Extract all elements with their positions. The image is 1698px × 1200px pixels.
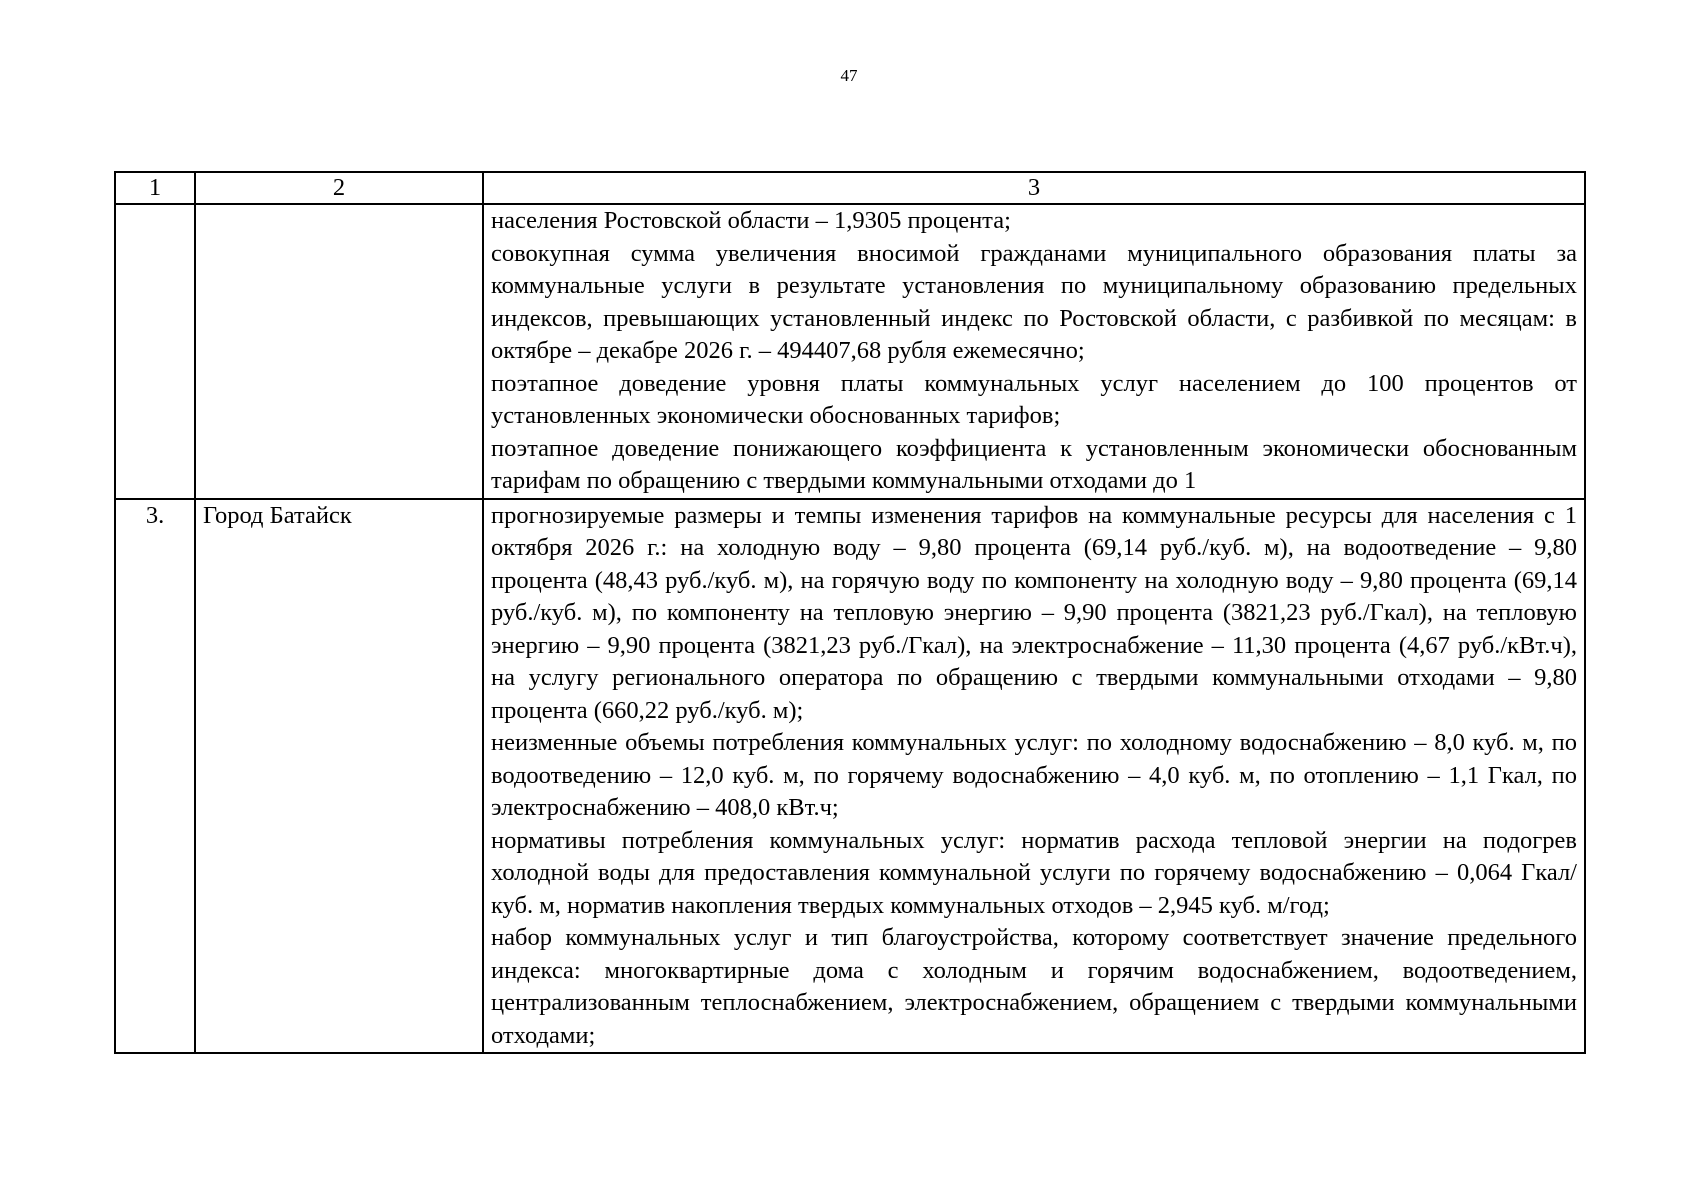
page-number: 47 (840, 66, 858, 85)
paragraph: совокупная сумма увеличения вносимой гражданами муниципального образования платы за коммунальные услуги в результате установления по муниципальному образованию предельных индексов, превышающих установленный индекс по Ростовской области, с разбивкой по месяцам: в октябре – декабре 2026 г. – 494407,68 рубля ежемесячно; (491, 239, 1577, 364)
row-number-cell: 3. (115, 499, 195, 1054)
header-cell-2: 2 (195, 172, 483, 204)
municipality-cell (195, 204, 483, 499)
paragraph: поэтапное доведение понижающего коэффициента к установленным экономически обоснованным тарифам по обращению с твердыми коммунальными отходами до 1 (491, 434, 1577, 494)
paragraph: поэтапное доведение уровня платы коммунальных услуг населением до 100 процентов от установленных экономически обоснованных тарифов; (491, 369, 1577, 429)
description-cell (483, 204, 1585, 499)
table-row (115, 499, 1585, 1054)
data-table (114, 171, 1586, 1054)
table-header-row (115, 172, 1585, 204)
row-number-cell (115, 204, 195, 499)
table-row (115, 204, 1585, 499)
municipality-cell: Город Батайск (195, 499, 483, 1054)
paragraph: нормативы потребления коммунальных услуг: норматив расхода тепловой энергии на подогрев холодной воды для предоставления коммунальной услуги по горячему водоснабжению – 0,064 Гкал/куб. м, норматив накопления твердых коммунальных отходов – 2,945 куб. м/год; (491, 826, 1577, 919)
paragraph: прогнозируемые размеры и темпы изменения тарифов на коммунальные ресурсы для населения с 1 октября 2026 г.: на холодную воду – 9,80 процента (69,14 руб./куб. м), на водоотведение – 9,80 процента (48,43 руб./куб. м), на горячую воду по компоненту на холодную воду – 9,80 процента (69,14 руб./куб. м), по компоненту на тепловую энергию – 9,90 процента (3821,23 руб./Гкал), на тепловую энергию – 9,90 процента (3821,23 руб./Гкал), на электроснабжение – 11,30 процента (4,67 руб./кВт.ч), на услугу регионального оператора по обращению с твердыми коммунальными отходами – 9,80 процента (660,22 руб./куб. м); (491, 501, 1577, 724)
paragraph: набор коммунальных услуг и тип благоустройства, которому соответствует значение предельного индекса: многоквартирные дома с холодным и горячим водоснабжением, водоотведением, централизованным теплоснабжением, электроснабжением, обращением с твердыми коммунальными отходами; (491, 924, 1577, 1049)
paragraph: населения Ростовской области – 1,9305 процента; (491, 207, 1011, 234)
header-cell-1: 1 (115, 172, 195, 204)
header-cell-3: 3 (483, 172, 1585, 204)
description-cell (483, 499, 1585, 1054)
paragraph: неизменные объемы потребления коммунальных услуг: по холодному водоснабжению – 8,0 куб. м, по водоотведению – 12,0 куб. м, по горячему водоснабжению – 4,0 куб. м, по отоплению – 1,1 Гкал, по электроснабжению – 408,0 кВт.ч; (491, 729, 1577, 821)
